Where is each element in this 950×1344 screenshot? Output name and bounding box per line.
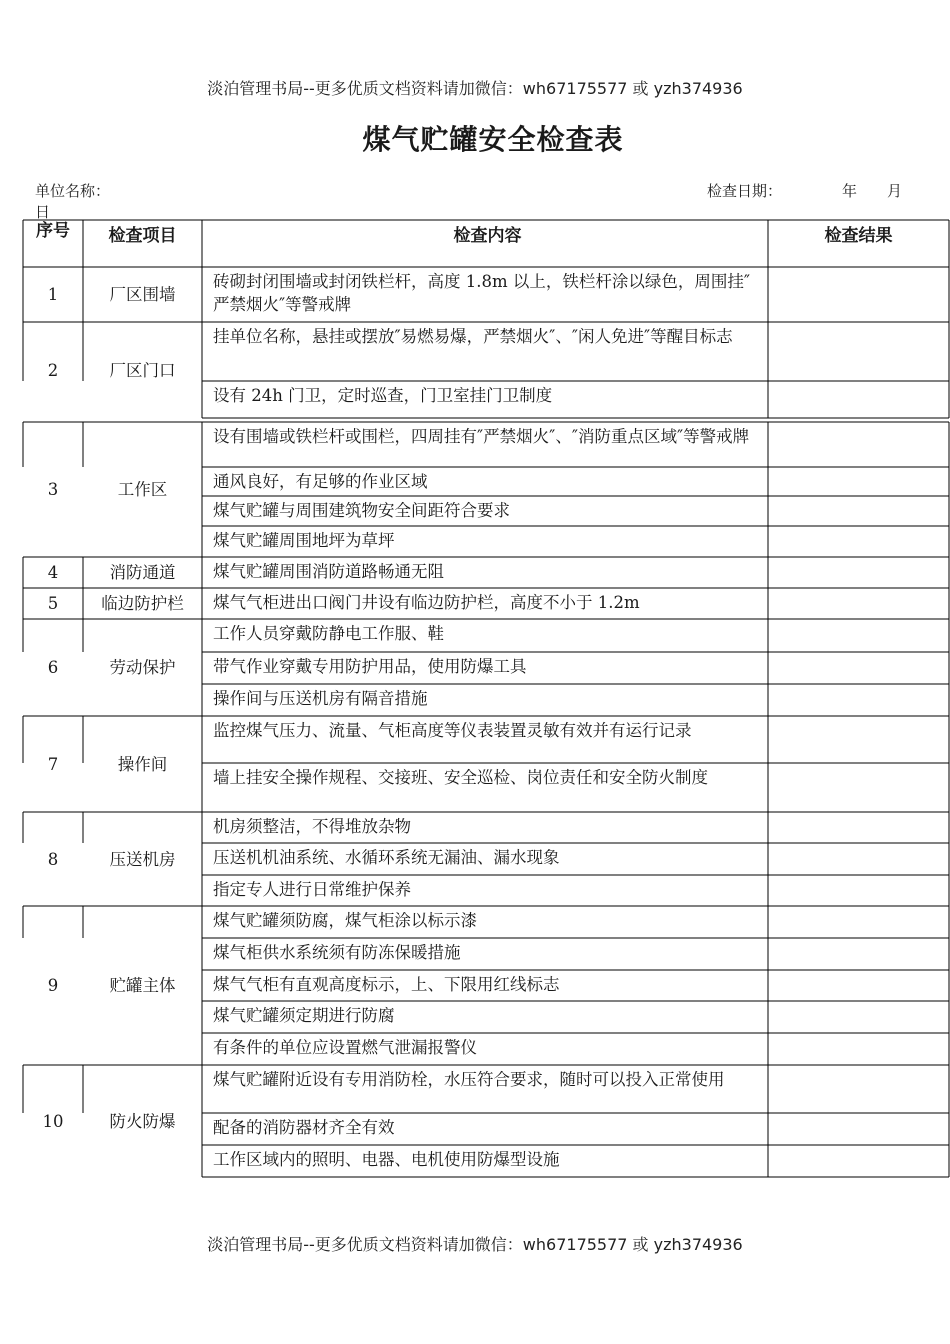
check-item: 防火防爆 <box>109 1111 176 1131</box>
group-number: 6 <box>47 658 59 677</box>
check-content: 煤气贮罐周围地坪为草坪 <box>213 531 395 550</box>
check-item: 劳动保护 <box>109 658 176 677</box>
check-content: 带气作业穿戴专用防护用品，使用防爆工具 <box>213 657 527 676</box>
check-result-cell <box>768 843 949 875</box>
group-number: 7 <box>47 754 59 774</box>
check-content: 指定专人进行日常维护保养 <box>213 880 411 899</box>
page-title: 煤气贮罐安全检查表 <box>362 123 624 156</box>
footer-banner: 淡泊管理书局--更多优质文档资料请加微信：wh67175577 或 yzh374936 <box>207 1235 743 1254</box>
check-result-cell <box>768 716 949 763</box>
check-result-cell <box>768 812 949 843</box>
check-content: 监控煤气压力、流量、气柜高度等仪表装置灵敏有效并有运行记录 <box>213 721 692 740</box>
check-item: 压送机房 <box>109 849 176 869</box>
check-content: 煤气气柜有直观高度标示，上、下限用红线标志 <box>213 975 560 994</box>
check-result-cell <box>768 422 949 467</box>
check-result-cell <box>768 1113 949 1145</box>
check-content: 配备的消防器材齐全有效 <box>213 1118 395 1137</box>
day-label: 日 <box>35 203 51 221</box>
check-item: 工作区 <box>117 480 168 499</box>
check-content: 操作间与压送机房有隔音措施 <box>213 689 428 708</box>
header-num: 序号 <box>36 221 70 241</box>
check-result-cell <box>768 763 949 812</box>
month-label: 月 <box>887 182 903 200</box>
check-result-cell <box>768 938 949 970</box>
inspection-date-label: 检查日期： <box>707 182 783 200</box>
check-content: 煤气贮罐与周围建筑物安全间距符合要求 <box>213 501 510 520</box>
year-label: 年 <box>842 182 858 200</box>
group-number: 4 <box>47 563 59 582</box>
check-item: 厂区围墙 <box>109 285 176 304</box>
group-number: 3 <box>47 480 59 499</box>
check-content: 煤气柜供水系统须有防冻保暖措施 <box>213 943 461 962</box>
check-result-cell <box>768 652 949 684</box>
check-result-cell <box>768 1145 949 1177</box>
check-result-cell <box>768 381 949 418</box>
group-number: 1 <box>47 285 59 304</box>
check-result-cell <box>768 588 949 619</box>
header-item: 检查项目 <box>108 226 177 246</box>
check-content: 砖砌封闭围墙或封闭铁栏杆，高度 1.8m 以上，铁栏杆涂以绿色，周围挂″严禁烟火″等警戒牌 <box>213 272 751 314</box>
check-result-cell <box>768 526 949 557</box>
check-content: 设有围墙或铁栏杆或围栏，四周挂有″严禁烟火″、″消防重点区域″等警戒牌 <box>213 427 750 446</box>
check-result-cell <box>768 619 949 652</box>
group-number: 10 <box>42 1111 64 1131</box>
check-content: 煤气贮罐须定期进行防腐 <box>213 1006 395 1025</box>
check-content: 工作区域内的照明、电器、电机使用防爆型设施 <box>213 1150 560 1169</box>
check-item: 消防通道 <box>109 563 176 582</box>
group-number: 9 <box>47 976 59 995</box>
check-item: 厂区门口 <box>109 360 176 380</box>
check-content: 机房须整洁，不得堆放杂物 <box>213 817 411 836</box>
check-content: 通风良好，有足够的作业区域 <box>213 472 428 491</box>
check-result-cell <box>768 1033 949 1065</box>
check-result-cell <box>768 467 949 496</box>
check-result-cell <box>768 1001 949 1033</box>
check-result-cell <box>768 1065 949 1113</box>
check-result-cell <box>768 684 949 716</box>
check-result-cell <box>768 875 949 906</box>
check-result-cell <box>768 970 949 1001</box>
check-content: 煤气贮罐须防腐，煤气柜涂以标示漆 <box>213 911 477 930</box>
header-result: 检查结果 <box>824 226 893 246</box>
header-content: 检查内容 <box>453 226 522 246</box>
check-result-cell <box>768 906 949 938</box>
check-result-cell <box>768 557 949 588</box>
check-item: 操作间 <box>117 754 168 774</box>
group-number: 5 <box>47 594 59 613</box>
check-content: 设有 24h 门卫，定时巡查，门卫室挂门卫制度 <box>213 386 553 405</box>
check-content: 煤气贮罐附近设有专用消防栓，水压符合要求，随时可以投入正常使用 <box>213 1070 725 1089</box>
check-result-cell <box>768 496 949 526</box>
header-banner: 淡泊管理书局--更多优质文档资料请加微信：wh67175577 或 yzh374936 <box>207 79 743 98</box>
check-content: 挂单位名称，悬挂或摆放″易燃易爆，严禁烟火″、″闲人免进″等醒目标志 <box>213 327 733 346</box>
check-content: 压送机机油系统、水循环系统无漏油、漏水现象 <box>213 848 560 867</box>
check-content: 煤气贮罐周围消防道路畅通无阻 <box>213 562 444 581</box>
check-content: 煤气气柜进出口阀门井设有临边防护栏，高度不小于 1.2m <box>213 593 640 612</box>
check-item: 临边防护栏 <box>101 594 184 613</box>
check-content: 有条件的单位应设置燃气泄漏报警仪 <box>213 1038 477 1057</box>
check-content: 墙上挂安全操作规程、交接班、安全巡检、岗位责任和安全防火制度 <box>213 768 708 787</box>
group-number: 8 <box>47 849 59 869</box>
check-result-cell <box>768 267 949 322</box>
unit-name-label: 单位名称： <box>35 182 111 200</box>
check-content: 工作人员穿戴防静电工作服、鞋 <box>213 624 444 643</box>
check-result-cell <box>768 322 949 381</box>
group-number: 2 <box>47 360 59 380</box>
check-item: 贮罐主体 <box>109 976 176 995</box>
